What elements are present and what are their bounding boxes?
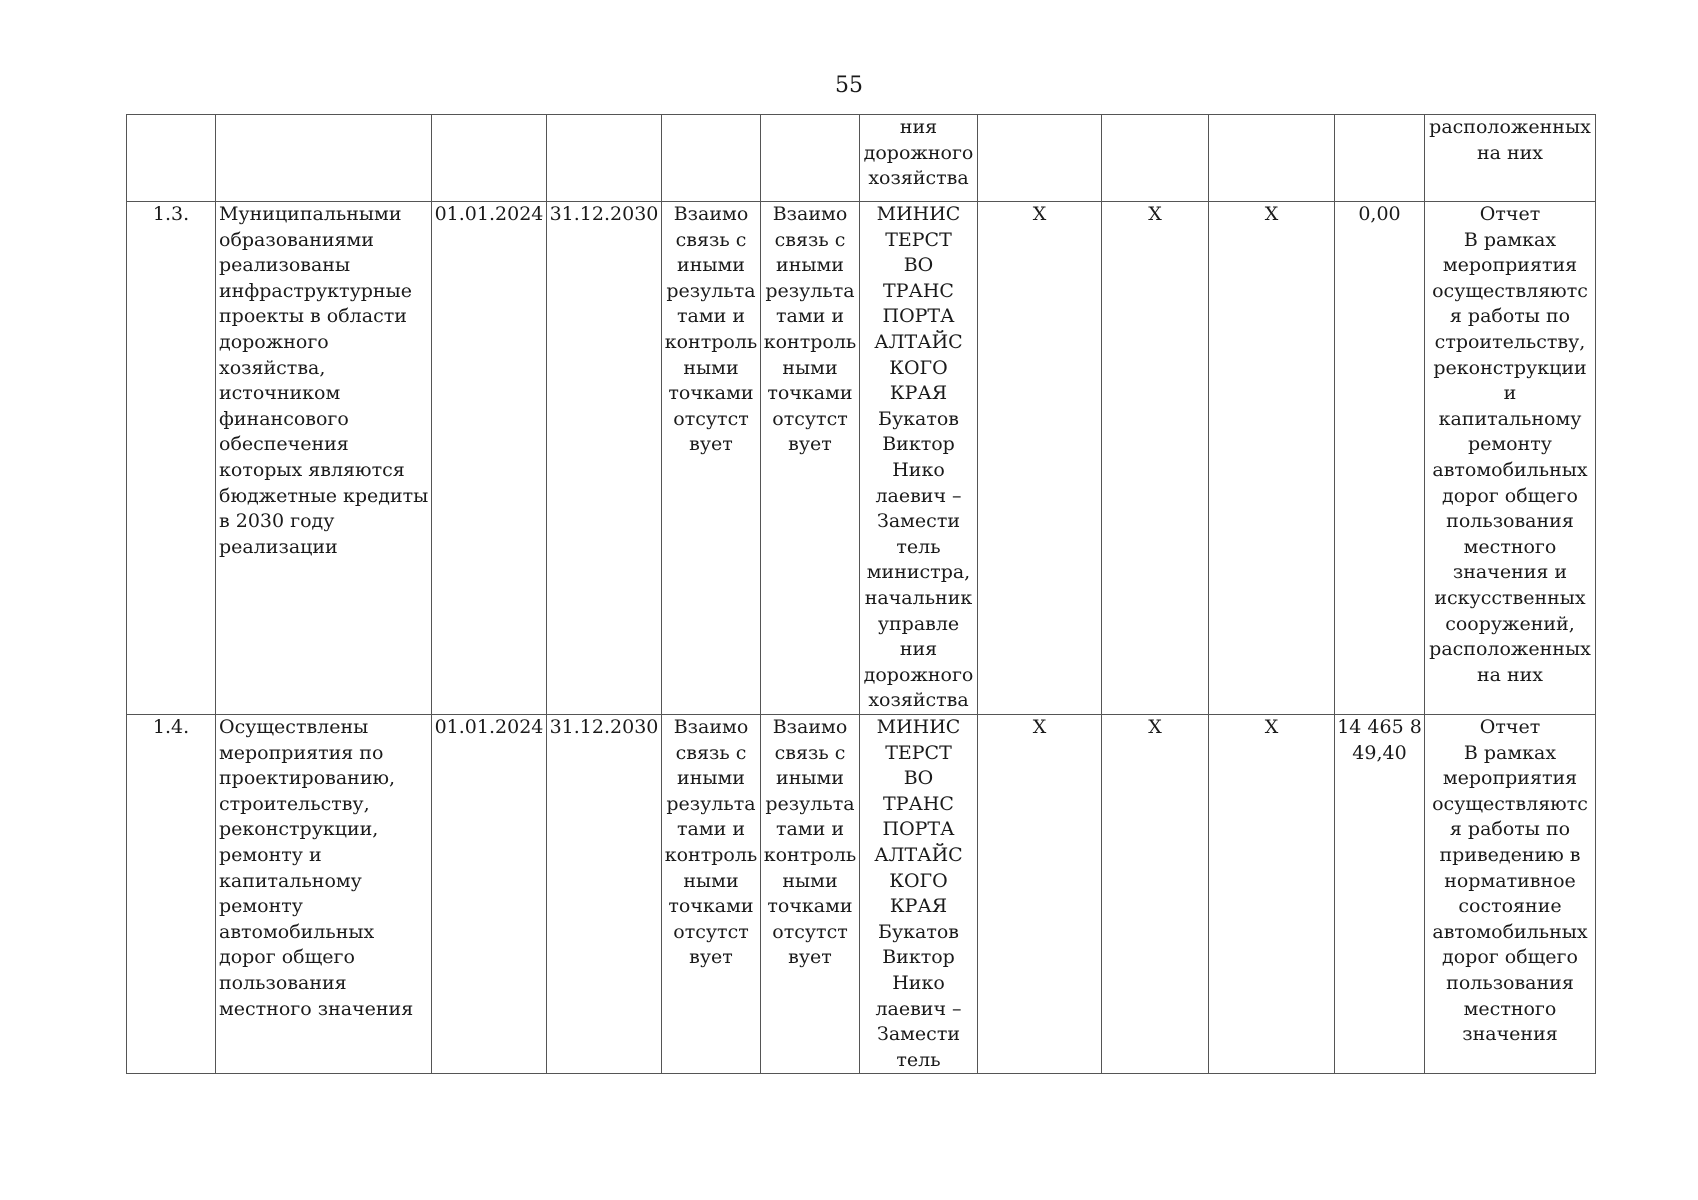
table-row-continuation	[127, 115, 1596, 202]
cell-responsible: МИНИС ТЕРСТ ВО ТРАНС ПОРТА АЛТАЙС КОГО КРАЯ Букатов Виктор Нико лаевич – Замести тель министра, начальник управле ния дорожного хозяйства	[860, 202, 978, 715]
cell-mark-2	[1102, 115, 1209, 202]
cell-num: 1.3.	[127, 202, 216, 715]
cell-num	[127, 115, 216, 202]
cell-note: расположенных на них	[1425, 115, 1596, 202]
cell-description: Муниципальными образованиями реализованы инфраструктурные проекты в области дорожного хозяйства, источником финансового обеспечения которых являются бюджетные кредиты в 2030 году реализации	[216, 202, 432, 715]
cell-num: 1.4.	[127, 715, 216, 1074]
cell-description: Осуществлены мероприятия по проектированию, строительству, реконструкции, ремонту и капитальному ремонту автомобильных дорог общего пользования местного значения	[216, 715, 432, 1074]
cell-note: Отчет В рамках мероприятия осуществляютс я работы по приведению в нормативное состояние автомобильных дорог общего пользования местного значения	[1425, 715, 1596, 1074]
plan-table	[126, 114, 1596, 1074]
cell-note: Отчет В рамках мероприятия осуществляютс я работы по строительству, реконструкции и капитальному ремонту автомобильных дорог общего пользования местного значения и искусственных сооружений, расположенных на них	[1425, 202, 1596, 715]
cell-responsible: ния дорожного хозяйства	[860, 115, 978, 202]
cell-mark-3: Х	[1209, 715, 1335, 1074]
cell-start-date	[432, 115, 547, 202]
cell-link-next: Взаимо связь с иными результа тами и контроль ными точками отсутст вует	[761, 202, 860, 715]
table-row	[127, 202, 1596, 715]
cell-mark-2: Х	[1102, 715, 1209, 1074]
cell-start-date: 01.01.2024	[432, 202, 547, 715]
cell-mark-1: Х	[978, 715, 1102, 1074]
cell-link-prev	[662, 115, 761, 202]
cell-link-next	[761, 115, 860, 202]
cell-mark-3	[1209, 115, 1335, 202]
cell-link-prev: Взаимо связь с иными результа тами и контроль ными точками отсутст вует	[662, 715, 761, 1074]
cell-end-date: 31.12.2030	[547, 715, 662, 1074]
table-row	[127, 715, 1596, 1074]
cell-link-prev: Взаимо связь с иными результа тами и контроль ными точками отсутст вует	[662, 202, 761, 715]
cell-end-date	[547, 115, 662, 202]
cell-responsible: МИНИС ТЕРСТ ВО ТРАНС ПОРТА АЛТАЙС КОГО КРАЯ Букатов Виктор Нико лаевич – Замести тель	[860, 715, 978, 1074]
cell-mark-1: Х	[978, 202, 1102, 715]
cell-start-date: 01.01.2024	[432, 715, 547, 1074]
cell-amount	[1335, 115, 1425, 202]
cell-amount: 0,00	[1335, 202, 1425, 715]
cell-end-date: 31.12.2030	[547, 202, 662, 715]
cell-amount: 14 465 8 49,40	[1335, 715, 1425, 1074]
cell-link-next: Взаимо связь с иными результа тами и контроль ными точками отсутст вует	[761, 715, 860, 1074]
page-number: 55	[835, 73, 863, 98]
cell-mark-1	[978, 115, 1102, 202]
cell-mark-2: Х	[1102, 202, 1209, 715]
cell-description	[216, 115, 432, 202]
cell-mark-3: Х	[1209, 202, 1335, 715]
